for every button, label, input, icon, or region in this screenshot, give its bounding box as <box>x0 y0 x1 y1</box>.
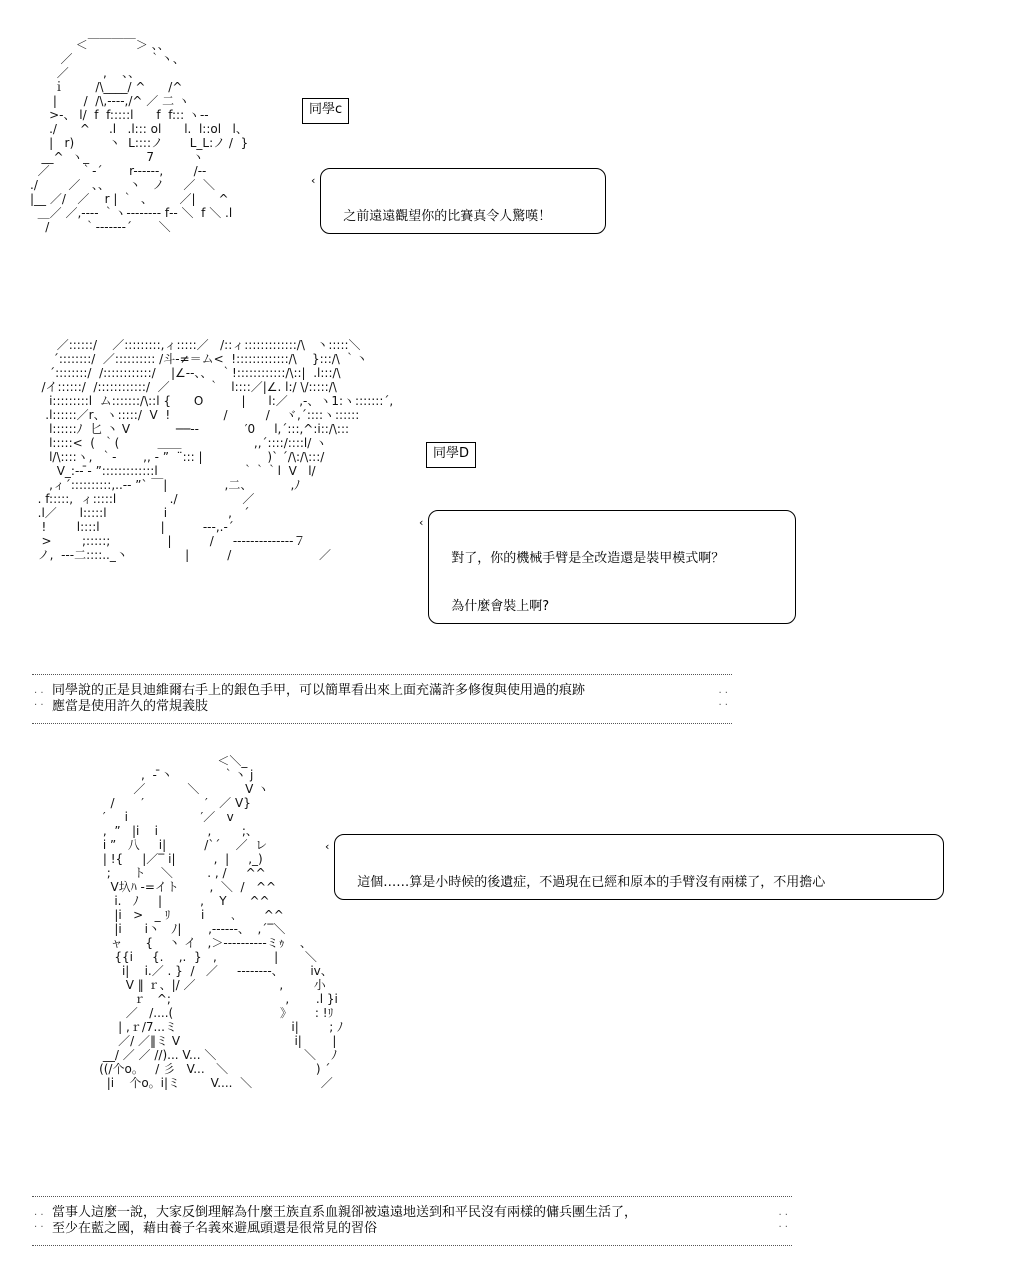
speaker-name: 同學c <box>309 102 343 117</box>
bubble-line: 為什麼會裝上啊? <box>451 599 550 614</box>
bubble-line: 之前遠遠觀望你的比賽真令人驚嘆！ <box>343 209 552 224</box>
narration-line: 應當是使用許久的常規義肢 <box>52 699 209 714</box>
speech-bubble-3 <box>325 834 944 900</box>
speech-bubble-1 <box>311 168 606 234</box>
ascii-art-figure-3: ＜＼_ , ‐ ̄丶 ｀丶 j ／ ＼ V ヽ / ′ ′ ／ V} ′ i ′／ v , ” |i i , ;、 i ” 八 i| /`´ ／ レ | !{ |／‾ i| , | ,_) ; ト ＼ . , / ^^ V圦ﾊ ‐=イト , ＼ / ^^ i. ﾉ | , Y ^^ |i > _ ﾘ i ､ ^^ |i i丶 ﾉ| ,‐‐‐‐‐‐、 ,´‾＼ ャ { 丶 イ ,＞‐‐‐‐‐‐‐‐‐‐ミｩ 、 {{i {. ,. } , | ＼ i| i.／ . } / ／ ‐‐‐‐‐‐‐‐、 iv、 V ‖ ｒ、|/ ／ , 小 ｒ ^; , .l }i ／ /....( 》 : !ﾘ | ,ｒ/7...ミ i| ; ﾉ ／/ ／‖ミ V i| | __/ ／ ／ //)... V... ＼ ＼ ﾉ ((/个o。 / 彡 V... ＼ ) ´ |i 个o。i|ミ V.... ＼ ／ <box>99 754 344 1090</box>
ascii-art-figure-2: ／::::::/ ／:::::::::,ィ:::::／ /::ィ:::::::::::::/\ 丶:::::＼ ´::::::::/ ／:::::::::: /斗‐≠＝ム< !:::::::::::::/\ }:::/\ ｀丶 ´::::::::/ /::::::::::::/ |∠‐-、、 ｀!::::::::::::/\::| .l:::/\ /イ::::::/ /::::::::::::/ ／ ｀ l::::／|∠. l:/ \/:::::/\ i:::::::::l ム:::::::/\::l { O | l:／ ,-、ヽ1:ヽ:::::::´, .l::::::／r、ヽ:::::/ V ! / / ヾ,´::::ヽ:::::: l::::::ﾉ 匕 丶 V ──-‐ ′0 l,´:::,^:i::/\::: l:::::< ( ｀( ＿＿ ,,´::::/::::l/ ヽ l/\::::ヽ, ｀‐ ,, ‐ ” ¨::: | )` ´/\:/\:::/ V_:-‐ ̄‐ ”:::::::::::::l ｀｀｀l V l/ ,ィ´::::::::::,..‐‐ ”` ￣| ,二、 ,ﾉ . f:::::, ィ:::::l ./ ／ .l／ l:::::l i , ´ ! l::::l | ‐‐‐,.‐´ > ;:::::; | / ‐‐‐‐‐‐‐‐‐‐‐‐‐‐７ ノ, ‐‐‐二::::.._丶 | / ／ <box>37 338 394 562</box>
speaker-name: 同學D <box>433 446 470 461</box>
bubble-tail-icon: ‹ <box>311 174 316 187</box>
speaker-tag-classmate-c <box>302 98 349 124</box>
narration-box-1 <box>32 674 732 724</box>
narration-box-2 <box>32 1196 792 1246</box>
ascii-art-figure-1: ＜￣￣￣￣＞ 、、 ／ ｀丶、 ／ , 、、 ｉ /\____/ ^ /^ | / /\,----,/^ ／ 二 ヽ >-、 l/ f f:::::l f f::: ヽ-‐ ./ ^ .l .l::: ol l. l::ol l、 | r) 丶 L::::ノ L_L:ノ / } __^ ヽ_ 7 ヽ ／ ｀-´ r------, /‐‐ ./ ／ 、、 丶 ノ ／ ＼ |__ ／/ ／ r | ｀ 、 ／| ^ ＿／ ／,---- ｀ヽ-------- f‐‐ ＼ f ＼ .l / ｀‐‐‐‐‐‐‐´ ＼ <box>30 38 249 234</box>
bubble-line: 對了，你的機械手臂是全改造還是裝甲模式啊？ <box>451 551 725 566</box>
bubble-tail-icon: ‹ <box>325 840 330 853</box>
narration-line: . . . . 當事人這麼一說，大家反倒理解為什麼王族直系血親卻被遠遠地送到和平民沒有兩樣的傭兵團生活了， <box>52 1205 638 1220</box>
narration-line: . . . . 同學說的正是貝迪維爾右手上的銀色手甲，可以簡單看出來上面充滿許多修復與使用過的痕跡 <box>52 683 586 698</box>
speaker-tag-classmate-d <box>426 442 476 468</box>
bubble-line: 這個……算是小時候的後遺症，不過現在已經和原本的手臂沒有兩樣了，不用擔心 <box>357 875 826 890</box>
bubble-tail-icon: ‹ <box>419 516 424 529</box>
narration-line: 至少在藍之國，藉由養子名義來避風頭還是很常見的習俗 <box>52 1221 378 1236</box>
speech-bubble-2 <box>419 510 796 624</box>
